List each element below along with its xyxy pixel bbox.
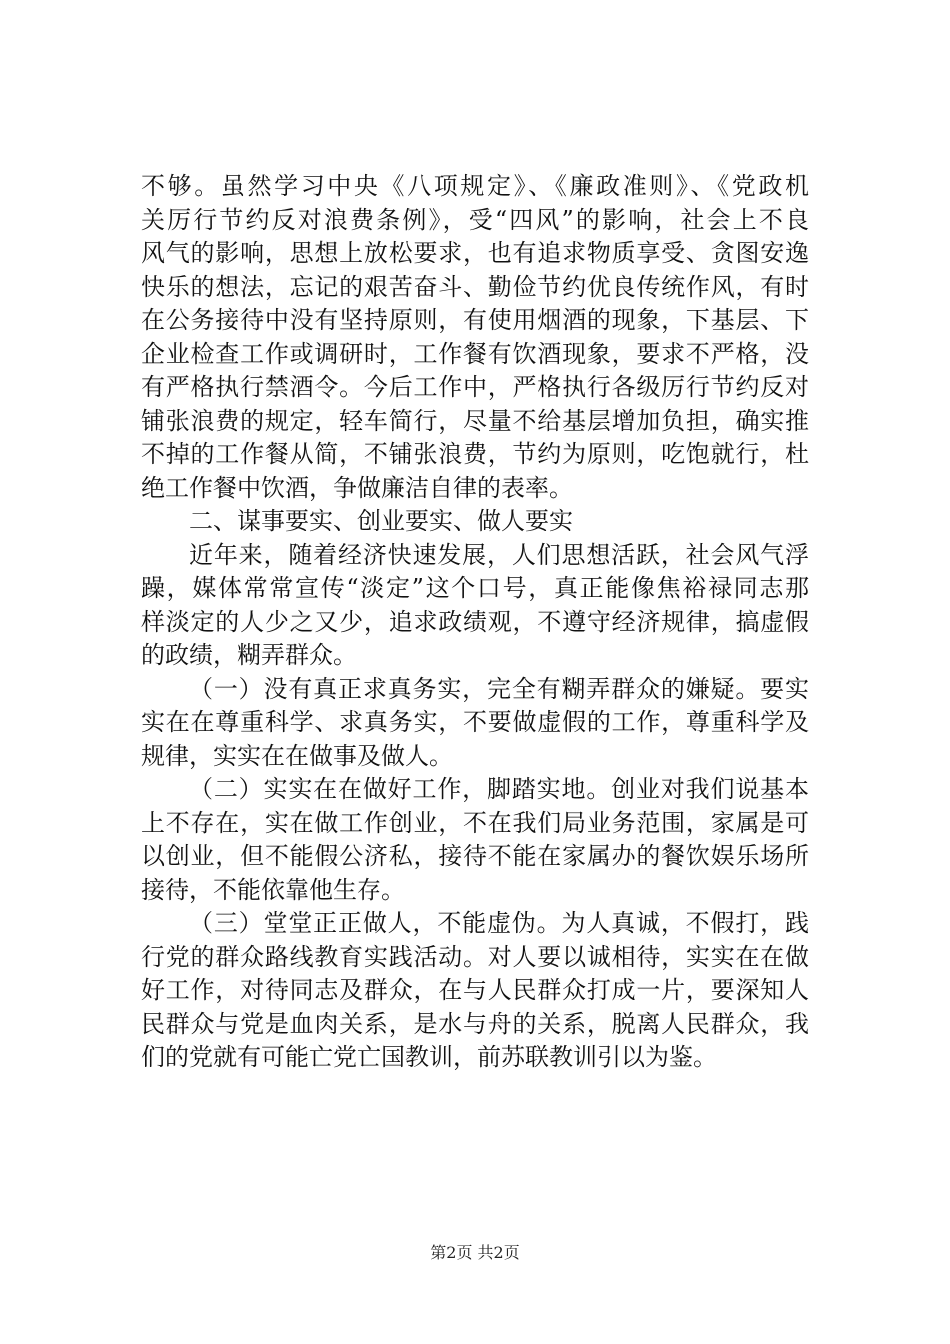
text-line: 不够。虽然学习中央《八项规定》、《廉政准则》、《党政机 (141, 172, 809, 200)
text-line: 铺张浪费的规定，轻车简行，尽量不给基层增加负担，确实推 (141, 406, 809, 435)
text-line: 在公务接待中没有坚持原则，有使用烟酒的现象，下基层、下 (141, 306, 809, 334)
text-line: 的政绩，糊弄群众。 (141, 641, 357, 669)
text-line: 们的党就有可能亡党亡国教训，前苏联教训引以为鉴。 (141, 1043, 717, 1071)
text-line: （二）实实在在做好工作，脚踏实地。创业对我们说基本 (189, 775, 809, 803)
text-line: 二、谋事要实、创业要实、做人要实 (189, 507, 573, 535)
text-line: 行党的群众路线教育实践活动。对人要以诚相待，实实在在做 (141, 942, 809, 971)
text-line: 关厉行节约反对浪费条例》，受“四风”的影响，社会上不良 (141, 205, 809, 234)
text-line: 以创业，但不能假公济私，接待不能在家属办的餐饮娱乐场所 (141, 842, 809, 870)
text-line: 有严格执行禁酒令。今后工作中，严格执行各级厉行节约反对 (141, 373, 809, 401)
text-line: 实在在尊重科学、求真务实，不要做虚假的工作，尊重科学及 (141, 708, 809, 736)
text-line: 绝工作餐中饮酒，争做廉洁自律的表率。 (141, 473, 573, 502)
page-footer: 第2页 共2页 (430, 1243, 520, 1262)
text-line: 上不存在，实在做工作创业，不在我们局业务范围，家属是可 (141, 808, 809, 837)
text-line: 规律，实实在在做事及做人。 (141, 741, 453, 770)
text-line: 不掉的工作餐从简，不铺张浪费，节约为原则，吃饱就行，杜 (141, 440, 809, 468)
document-body (141, 170, 809, 1075)
text-line: 近年来，随着经济快速发展，人们思想活跃，社会风气浮 (189, 540, 809, 569)
text-line: （一）没有真正求真务实，完全有糊弄群众的嫌疑。要实 (189, 674, 809, 703)
text-line: 企业检查工作或调研时，工作餐有饮酒现象，要求不严格，没 (141, 339, 809, 368)
text-line: 样淡定的人少之又少，追求政绩观，不遵守经济规律，搞虚假 (141, 607, 809, 636)
text-line: 躁，媒体常常宣传“淡定”这个口号，真正能像焦裕禄同志那 (141, 574, 809, 602)
text-line: 好工作，对待同志及群众，在与人民群众打成一片，要深知人 (141, 976, 809, 1004)
text-line: 民群众与党是血肉关系，是水与舟的关系，脱离人民群众，我 (141, 1009, 809, 1038)
text-line: （三）堂堂正正做人，不能虚伪。为人真诚，不假打，践 (189, 909, 809, 937)
text-line: 风气的影响，思想上放松要求，也有追求物质享受、贪图安逸 (141, 239, 809, 267)
text-line: 快乐的想法，忘记的艰苦奋斗、勤俭节约优良传统作风，有时 (141, 272, 809, 301)
text-line: 接待，不能依靠他生存。 (141, 875, 405, 904)
